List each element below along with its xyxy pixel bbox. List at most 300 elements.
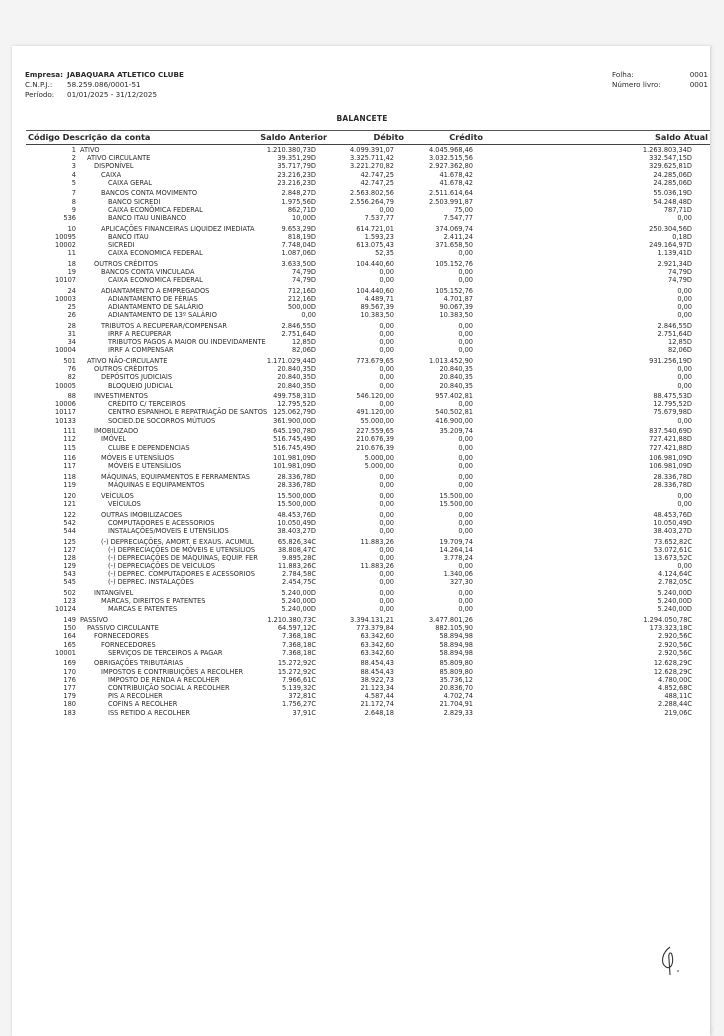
saldo-anterior: 9.653,29D bbox=[281, 224, 316, 233]
saldo-atual: 0,00 bbox=[677, 562, 692, 571]
saldo-anterior: 28.336,78D bbox=[277, 481, 316, 490]
account-description: CAIXA GERAL bbox=[108, 178, 152, 187]
saldo-anterior: 23.216,23D bbox=[277, 170, 316, 179]
account-description: CAIXA ECONÔMICA FEDERAL bbox=[108, 205, 203, 214]
table-row bbox=[0, 624, 724, 632]
debito: 614.721,01 bbox=[356, 224, 394, 233]
account-description: MÁQUINAS E EQUIPAMENTOS bbox=[108, 481, 205, 490]
account-description: CRÉDITO C/ TERCEIROS bbox=[108, 400, 186, 409]
account-code: 10005 bbox=[55, 381, 76, 390]
account-description: MARCAS, DIREITOS E PATENTES bbox=[101, 597, 206, 606]
saldo-atual: 1.263.803,34D bbox=[642, 146, 692, 154]
credito: 10.383,50 bbox=[439, 311, 473, 320]
empresa-label: Empresa: bbox=[25, 70, 63, 79]
debito: 88.454,43 bbox=[360, 659, 394, 668]
saldo-anterior: 39.351,29D bbox=[277, 154, 316, 163]
account-code: 10095 bbox=[55, 232, 76, 241]
table-row bbox=[0, 373, 724, 381]
credito: 105.152,76 bbox=[435, 286, 473, 295]
debito: 4.587,44 bbox=[364, 692, 394, 701]
account-description: BANCO ITAU UNIBANCO bbox=[108, 213, 187, 222]
saldo-anterior: 10.050,49D bbox=[277, 518, 316, 527]
account-description: IMPOSTO DE RENDA A RECOLHER bbox=[108, 675, 220, 684]
debito: 0,00 bbox=[379, 589, 394, 598]
account-code: 177 bbox=[63, 683, 76, 692]
credito: 41.678,42 bbox=[439, 170, 473, 179]
saldo-atual: 0,18D bbox=[672, 232, 692, 241]
credito: 0,00 bbox=[458, 338, 473, 347]
saldo-atual: 2.751,64D bbox=[657, 329, 692, 338]
account-code: 123 bbox=[63, 597, 76, 606]
account-description: CENTRO ESPANHOL E REPATRIAÇÃO DE SANTOS bbox=[108, 408, 268, 417]
saldo-atual: 12.795,52D bbox=[653, 400, 692, 409]
account-code: 501 bbox=[63, 356, 76, 365]
debito: 7.537,77 bbox=[364, 213, 394, 222]
credito: 35.736,12 bbox=[439, 675, 473, 684]
debito: 0,00 bbox=[379, 338, 394, 347]
credito: 0,00 bbox=[458, 443, 473, 452]
account-description: INSTALAÇÕES/MOVEIS E UTENSILIOS bbox=[108, 526, 229, 535]
table-row bbox=[0, 605, 724, 616]
saldo-anterior: 48.453,76D bbox=[277, 510, 316, 519]
account-code: 5 bbox=[71, 178, 76, 187]
credito: 0,00 bbox=[458, 249, 473, 258]
debito: 0,00 bbox=[379, 570, 394, 579]
table-row bbox=[0, 249, 724, 260]
account-description: OUTRAS IMOBILIZACOES bbox=[101, 510, 183, 519]
saldo-atual: 787,71D bbox=[663, 205, 692, 214]
saldo-anterior: 5.240,00D bbox=[281, 597, 316, 606]
saldo-anterior: 38.808,47C bbox=[277, 545, 316, 554]
account-code: 88 bbox=[67, 392, 76, 401]
saldo-atual: 0,00 bbox=[677, 311, 692, 320]
account-description: CAIXA ECONOMICA FEDERAL bbox=[108, 249, 203, 258]
saldo-atual: 13.673,52C bbox=[653, 553, 692, 562]
saldo-atual: 2.920,56C bbox=[658, 648, 692, 657]
table-row bbox=[0, 287, 724, 295]
account-description: (-) DEPRECIAÇÕES, AMORT. E EXAUS. ACUMUL bbox=[101, 537, 254, 546]
saldo-atual: 53.072,61C bbox=[653, 545, 692, 554]
saldo-atual: 4.124,64C bbox=[658, 570, 692, 579]
saldo-anterior: 74,79D bbox=[292, 267, 316, 276]
account-code: 10107 bbox=[55, 276, 76, 285]
credito: 374.069,74 bbox=[435, 224, 473, 233]
debito: 63.342,60 bbox=[360, 632, 394, 641]
saldo-atual: 0,00 bbox=[677, 381, 692, 390]
saldo-atual: 1.139,41D bbox=[657, 249, 692, 258]
saldo-atual: 88.475,53D bbox=[653, 392, 692, 401]
saldo-anterior: 5.139,32C bbox=[282, 683, 316, 692]
saldo-atual: 2.920,56C bbox=[658, 640, 692, 649]
account-code: 19 bbox=[67, 267, 76, 276]
table-row bbox=[0, 295, 724, 303]
account-code: 28 bbox=[67, 321, 76, 330]
saldo-anterior: 12,85D bbox=[292, 338, 316, 347]
credito: 15.500,00 bbox=[439, 491, 473, 500]
account-description: CONTRIBUIÇÃO SOCIAL A RECOLHER bbox=[108, 683, 230, 692]
saldo-anterior: 516.745,49D bbox=[273, 443, 316, 452]
saldo-atual: 106.981,09D bbox=[649, 454, 692, 463]
table-row bbox=[0, 546, 724, 554]
credito: 0,00 bbox=[458, 589, 473, 598]
account-description: TRIBUTOS A RECUPERAR/COMPENSAR bbox=[101, 321, 227, 330]
credito: 371.658,50 bbox=[435, 240, 473, 249]
table-row bbox=[0, 357, 724, 365]
account-code: 117 bbox=[63, 462, 76, 471]
table-row bbox=[0, 481, 724, 492]
debito: 0,00 bbox=[379, 578, 394, 587]
credito: 0,00 bbox=[458, 526, 473, 535]
saldo-atual: 2.920,56C bbox=[658, 632, 692, 641]
saldo-anterior: 2.751,64D bbox=[281, 329, 316, 338]
credito: 0,00 bbox=[458, 435, 473, 444]
account-code: 165 bbox=[63, 640, 76, 649]
account-code: 82 bbox=[67, 373, 76, 382]
debito: 210.676,39 bbox=[356, 443, 394, 452]
saldo-anterior: 862,71D bbox=[287, 205, 316, 214]
account-description: IMOBILIZADO bbox=[94, 427, 139, 436]
account-code: 183 bbox=[63, 708, 76, 717]
account-description: ADIANTAMENTO A EMPREGADOS bbox=[101, 286, 210, 295]
debito: 3.221.270,82 bbox=[349, 162, 394, 171]
debito: 0,00 bbox=[379, 381, 394, 390]
debito: 773.379,84 bbox=[356, 624, 394, 633]
account-code: 169 bbox=[63, 659, 76, 668]
account-code: 112 bbox=[63, 435, 76, 444]
saldo-anterior: 499.758,31D bbox=[273, 392, 316, 401]
account-code: 118 bbox=[63, 473, 76, 481]
table-header bbox=[26, 130, 710, 145]
debito: 4.489,71 bbox=[364, 294, 394, 303]
saldo-atual: 837.540,69D bbox=[649, 427, 692, 436]
account-code: 115 bbox=[63, 443, 76, 452]
debito: 5.000,00 bbox=[364, 454, 394, 463]
account-description: INVESTIMENTOS bbox=[94, 392, 148, 401]
credito: 41.678,42 bbox=[439, 178, 473, 187]
debito: 42.747,25 bbox=[360, 178, 394, 187]
saldo-atual: 0,00 bbox=[677, 491, 692, 500]
credito: 2.503.991,87 bbox=[428, 197, 473, 206]
table-row bbox=[0, 260, 724, 268]
empresa-value: JABAQUARA ATLETICO CLUBE bbox=[67, 70, 184, 79]
saldo-anterior: 35.717,79D bbox=[277, 162, 316, 171]
debito: 227.559,65 bbox=[356, 427, 394, 436]
credito: 0,00 bbox=[458, 562, 473, 571]
table-row bbox=[0, 578, 724, 589]
saldo-anterior: 7.748,04D bbox=[281, 240, 316, 249]
debito: 0,00 bbox=[379, 605, 394, 614]
account-code: 10001 bbox=[55, 648, 76, 657]
debito: 88.454,43 bbox=[360, 667, 394, 676]
credito: 0,00 bbox=[458, 481, 473, 490]
account-description: FORNECEDORES bbox=[94, 632, 149, 641]
table-row bbox=[0, 162, 724, 170]
account-description: COMPUTADORES E ACESSORIOS bbox=[108, 518, 215, 527]
saldo-anterior: 15.500,00D bbox=[277, 499, 316, 508]
debito: 89.567,39 bbox=[360, 303, 394, 311]
saldo-atual: 24.285,06D bbox=[653, 178, 692, 187]
livro-label: Número livro: bbox=[612, 80, 661, 89]
account-description: INTANGÍVEL bbox=[94, 589, 134, 598]
table-row bbox=[0, 641, 724, 649]
book-info bbox=[612, 70, 708, 90]
account-code: 10002 bbox=[55, 240, 76, 249]
account-description: SICREDI bbox=[108, 240, 135, 249]
credito: 0,00 bbox=[458, 462, 473, 471]
account-description: IRRF A RECUPERAR bbox=[108, 329, 172, 338]
credito: 15.500,00 bbox=[439, 499, 473, 508]
account-description: IMÓVEL bbox=[101, 435, 127, 444]
table-row bbox=[0, 492, 724, 500]
debito: 21.123,34 bbox=[360, 683, 394, 692]
account-code: 31 bbox=[67, 329, 76, 338]
credito: 2.411,24 bbox=[443, 232, 473, 241]
table-row bbox=[0, 538, 724, 546]
credito: 0,00 bbox=[458, 605, 473, 614]
account-code: 8 bbox=[71, 197, 76, 206]
account-description: MÁQUINAS, EQUIPAMENTOS E FERRAMENTAS bbox=[101, 473, 250, 481]
saldo-atual: 0,00 bbox=[677, 286, 692, 295]
account-description: (-) DEPRECIAÇÕES DE MÓVEIS E UTENSÍLIOS bbox=[108, 545, 256, 554]
debito: 63.342,60 bbox=[360, 648, 394, 657]
saldo-anterior: 5.240,00D bbox=[281, 605, 316, 614]
debito: 0,00 bbox=[379, 481, 394, 490]
saldo-atual: 0,00 bbox=[677, 365, 692, 374]
debito: 11.883,26 bbox=[360, 562, 394, 571]
account-code: 164 bbox=[63, 632, 76, 641]
account-description: ATIVO bbox=[80, 146, 100, 154]
credito: 1.013.452,90 bbox=[428, 356, 473, 365]
debito: 2.556.264,79 bbox=[349, 197, 394, 206]
debito: 3.325.711,42 bbox=[349, 154, 394, 163]
account-code: 122 bbox=[63, 510, 76, 519]
account-description: BANCO ITAU bbox=[108, 232, 149, 241]
credito: 540.502,81 bbox=[435, 408, 473, 417]
saldo-anterior: 2.846,55D bbox=[281, 321, 316, 330]
account-code: 111 bbox=[63, 427, 76, 436]
saldo-atual: 10.050,49D bbox=[653, 518, 692, 527]
saldo-anterior: 64.597,12C bbox=[277, 624, 316, 633]
debito: 491.120,00 bbox=[356, 408, 394, 417]
account-description: MARCAS E PATENTES bbox=[108, 605, 178, 614]
table-row bbox=[0, 632, 724, 640]
saldo-anterior: 20.840,35D bbox=[277, 373, 316, 382]
table-row bbox=[0, 649, 724, 660]
debito: 0,00 bbox=[379, 499, 394, 508]
folha-label: Folha: bbox=[612, 70, 634, 79]
saldo-atual: 5.240,00D bbox=[657, 605, 692, 614]
table-row bbox=[0, 435, 724, 443]
account-code: 116 bbox=[63, 454, 76, 463]
debito: 104.440,60 bbox=[356, 259, 394, 268]
debito: 0,00 bbox=[379, 321, 394, 330]
account-code: 1 bbox=[71, 146, 76, 154]
table-row bbox=[0, 676, 724, 684]
debito: 10.383,50 bbox=[360, 311, 394, 320]
periodo-value: 01/01/2025 - 31/12/2025 bbox=[67, 90, 158, 99]
credito: 0,00 bbox=[458, 321, 473, 330]
saldo-atual: 2.921,34D bbox=[657, 259, 692, 268]
account-code: 24 bbox=[67, 286, 76, 295]
account-description: (-) DEPREC. COMPUTADORES E ACESSORIOS bbox=[108, 570, 255, 579]
saldo-atual: 2.288,44C bbox=[658, 700, 692, 709]
table-row bbox=[0, 527, 724, 538]
account-description: SERVIÇOS DE TERCEIROS A PAGAR bbox=[108, 648, 223, 657]
saldo-anterior: 212,16D bbox=[287, 294, 316, 303]
saldo-anterior: 23.216,23D bbox=[277, 178, 316, 187]
saldo-atual: 5.240,00D bbox=[657, 597, 692, 606]
table-row bbox=[0, 322, 724, 330]
saldo-anterior: 361.900,00D bbox=[273, 416, 316, 425]
account-code: 543 bbox=[63, 570, 76, 579]
account-description: MÓVEIS E UTENSÍLIOS bbox=[108, 462, 182, 471]
saldo-anterior: 15.272,92C bbox=[277, 659, 316, 668]
saldo-anterior: 7.368,18C bbox=[282, 632, 316, 641]
account-description: ADIANTAMENTO DE 13º SALÁRIO bbox=[108, 311, 217, 320]
column-header-saldo-atual: Saldo Atual bbox=[655, 132, 708, 142]
account-code: 127 bbox=[63, 545, 76, 554]
report-title: BALANCETE bbox=[336, 114, 388, 123]
account-code: 10004 bbox=[55, 346, 76, 355]
account-code: 545 bbox=[63, 578, 76, 587]
account-code: 128 bbox=[63, 553, 76, 562]
credito: 35.209,74 bbox=[439, 427, 473, 436]
debito: 21.172,74 bbox=[360, 700, 394, 709]
saldo-atual: 0,00 bbox=[677, 213, 692, 222]
credito: 90.067,39 bbox=[439, 303, 473, 311]
credito: 58.894,98 bbox=[439, 632, 473, 641]
debito: 0,00 bbox=[379, 545, 394, 554]
account-code: 4 bbox=[71, 170, 76, 179]
credito: 0,00 bbox=[458, 329, 473, 338]
saldo-atual: 4.780,00C bbox=[658, 675, 692, 684]
account-description: ADIANTAMENTO DE FÉRIAS bbox=[108, 294, 198, 303]
credito: 14.264,14 bbox=[439, 545, 473, 554]
account-code: 502 bbox=[63, 589, 76, 598]
table-row bbox=[0, 444, 724, 455]
saldo-atual: 0,00 bbox=[677, 373, 692, 382]
account-code: 26 bbox=[67, 311, 76, 320]
saldo-anterior: 1.171.029,44D bbox=[266, 356, 316, 365]
credito: 416.900,00 bbox=[435, 416, 473, 425]
saldo-anterior: 516.745,49D bbox=[273, 435, 316, 444]
account-description: PASSIVO CIRCULANTE bbox=[87, 624, 159, 633]
table-row bbox=[0, 330, 724, 338]
debito: 0,00 bbox=[379, 346, 394, 355]
saldo-anterior: 1.210.380,73D bbox=[266, 146, 316, 154]
credito: 20.840,35 bbox=[439, 381, 473, 390]
account-code: 10006 bbox=[55, 400, 76, 409]
saldo-anterior: 65.826,34C bbox=[277, 537, 316, 546]
saldo-atual: 12.628,29C bbox=[653, 659, 692, 668]
account-code: 120 bbox=[63, 491, 76, 500]
account-description: DISPONÍVEL bbox=[94, 162, 134, 171]
saldo-atual: 2.782,05C bbox=[658, 578, 692, 587]
credito: 0,00 bbox=[458, 510, 473, 519]
table-row bbox=[0, 462, 724, 473]
saldo-anterior: 38.403,27D bbox=[277, 526, 316, 535]
saldo-anterior: 37,91C bbox=[292, 708, 316, 717]
saldo-anterior: 2.848,27D bbox=[281, 189, 316, 198]
credito: 85.809,80 bbox=[439, 667, 473, 676]
account-description: IRRF A COMPENSAR bbox=[108, 346, 174, 355]
account-code: 2 bbox=[71, 154, 76, 163]
saldo-anterior: 1.975,56D bbox=[281, 197, 316, 206]
credito: 0,00 bbox=[458, 518, 473, 527]
saldo-anterior: 28.336,78D bbox=[277, 473, 316, 481]
debito: 0,00 bbox=[379, 373, 394, 382]
saldo-atual: 54.248,48D bbox=[653, 197, 692, 206]
debito: 546.120,00 bbox=[356, 392, 394, 401]
column-header-credito: Crédito bbox=[449, 132, 483, 142]
account-description: CLUBE E DEPENDENCIAS bbox=[108, 443, 190, 452]
table-row bbox=[0, 189, 724, 197]
table-row bbox=[0, 268, 724, 276]
saldo-atual: 82,06D bbox=[668, 346, 692, 355]
saldo-anterior: 500,00D bbox=[287, 303, 316, 311]
table-row bbox=[0, 311, 724, 322]
saldo-anterior: 20.840,35D bbox=[277, 365, 316, 374]
saldo-anterior: 15.272,92C bbox=[277, 667, 316, 676]
table-row bbox=[0, 382, 724, 393]
account-description: BLOQUEIO JUDICIAL bbox=[108, 381, 174, 390]
account-description: ATIVO NÃO-CIRCULANTE bbox=[87, 356, 168, 365]
saldo-atual: 75.679,98D bbox=[653, 408, 692, 417]
saldo-atual: 28.336,78D bbox=[653, 473, 692, 481]
account-description: ISS RETIDO A RECOLHER bbox=[108, 708, 191, 717]
credito: 19.709,74 bbox=[439, 537, 473, 546]
saldo-atual: 73.652,82C bbox=[653, 537, 692, 546]
debito: 3.394.131,21 bbox=[349, 616, 394, 625]
account-description: (-) DEPREC. INSTALAÇÕES bbox=[108, 578, 194, 587]
debito: 2.563.802,56 bbox=[349, 189, 394, 198]
table-row bbox=[0, 179, 724, 190]
account-description: CAIXA bbox=[101, 170, 122, 179]
account-description: FORNECEDORES bbox=[101, 640, 156, 649]
table-row bbox=[0, 198, 724, 206]
account-description: IMPOSTOS E CONTRIBUIÇÕES A RECOLHER bbox=[101, 667, 244, 676]
debito: 38.922,73 bbox=[360, 675, 394, 684]
table-row bbox=[0, 408, 724, 416]
debito: 0,00 bbox=[379, 518, 394, 527]
saldo-anterior: 372,81C bbox=[288, 692, 316, 701]
account-description: (-) DEPRECIAÇÕES DE MÁQUINAS, EQUIP. FER bbox=[108, 553, 258, 562]
table-row bbox=[0, 338, 724, 346]
saldo-atual: 5.240,00D bbox=[657, 589, 692, 598]
saldo-anterior: 15.500,00D bbox=[277, 491, 316, 500]
saldo-anterior: 10,00D bbox=[292, 213, 316, 222]
debito: 0,00 bbox=[379, 553, 394, 562]
saldo-anterior: 101.981,09D bbox=[273, 462, 316, 471]
column-header-codigo-descricao: Código Descrição da conta bbox=[28, 132, 151, 142]
credito: 3.778,24 bbox=[443, 553, 473, 562]
saldo-atual: 173.323,18C bbox=[649, 624, 692, 633]
balance-table-body bbox=[0, 146, 724, 717]
debito: 0,00 bbox=[379, 365, 394, 374]
table-row bbox=[0, 276, 724, 287]
credito: 58.894,98 bbox=[439, 640, 473, 649]
debito: 0,00 bbox=[379, 329, 394, 338]
saldo-atual: 931.256,19D bbox=[649, 356, 692, 365]
table-row bbox=[0, 668, 724, 676]
table-row bbox=[0, 616, 724, 624]
saldo-atual: 106.981,09D bbox=[649, 462, 692, 471]
table-row bbox=[0, 589, 724, 597]
debito: 42.747,25 bbox=[360, 170, 394, 179]
table-row bbox=[0, 692, 724, 700]
account-description: SOCIED.DE SOCORROS MÚTUOS bbox=[108, 416, 216, 425]
debito: 0,00 bbox=[379, 267, 394, 276]
